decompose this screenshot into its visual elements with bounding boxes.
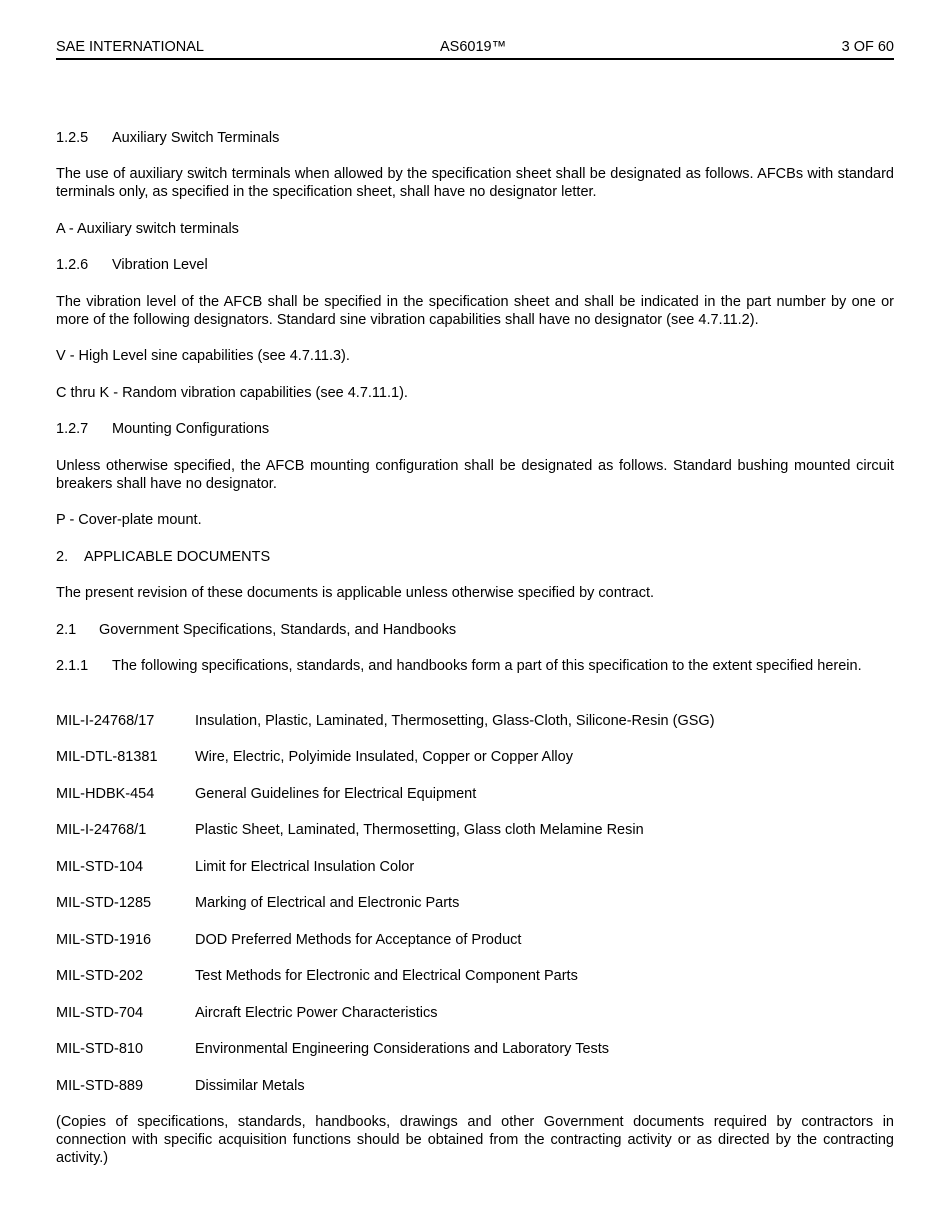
document-id: MIL-STD-202 bbox=[56, 968, 144, 984]
document-id: MIL-STD-1916 bbox=[56, 932, 152, 948]
section-heading-2 bbox=[56, 548, 894, 566]
paragraph-1-2-5: The use of auxiliary switch terminals when allowed by the specification sheet shall be designated as follows. AFCBs with standard terminals only, as specified in the specification sheet, shall have no designator letter. bbox=[56, 166, 894, 200]
section-number: 2. bbox=[56, 549, 69, 565]
document-row bbox=[56, 1004, 894, 1022]
document-title: General Guidelines for Electrical Equipment bbox=[195, 786, 477, 802]
section-title: Mounting Configurations bbox=[112, 421, 270, 437]
document-title: Test Methods for Electronic and Electrical Component Parts bbox=[195, 968, 578, 984]
section-title: Vibration Level bbox=[112, 257, 208, 273]
document-title: Plastic Sheet, Laminated, Thermosetting, Glass cloth Melamine Resin bbox=[195, 822, 644, 838]
page-header bbox=[56, 38, 894, 60]
header-doc-number: AS6019™ bbox=[440, 39, 507, 55]
paragraph-copies-note: (Copies of specifications, standards, handbooks, drawings and other Government documents required by contractors in connection with specific acquisition functions should be obtained from the contracting activity or as directed by the contracting activity.) bbox=[56, 1114, 894, 1166]
section-heading-1-2-6 bbox=[56, 256, 894, 274]
section-number: 2.1 bbox=[56, 622, 77, 638]
document-id: MIL-HDBK-454 bbox=[56, 786, 155, 802]
document-row bbox=[56, 712, 894, 730]
document-row bbox=[56, 1040, 894, 1058]
section-heading-1-2-5 bbox=[56, 129, 894, 147]
document-id: MIL-STD-810 bbox=[56, 1041, 144, 1057]
designator-item-v: V - High Level sine capabilities (see 4.7.11.3). bbox=[56, 348, 350, 364]
document-title: Aircraft Electric Power Characteristics bbox=[195, 1005, 438, 1021]
document-row bbox=[56, 967, 894, 985]
header-page-number: 3 OF 60 bbox=[841, 39, 894, 55]
section-title: APPLICABLE DOCUMENTS bbox=[84, 549, 271, 565]
section-heading-1-2-7 bbox=[56, 420, 894, 438]
header-org: SAE INTERNATIONAL bbox=[56, 39, 204, 55]
document-title: Environmental Engineering Considerations and Laboratory Tests bbox=[195, 1041, 610, 1057]
document-id: MIL-DTL-81381 bbox=[56, 749, 158, 765]
document-row bbox=[56, 785, 894, 803]
designator-item-a: A - Auxiliary switch terminals bbox=[56, 221, 239, 237]
section-heading-2-1 bbox=[56, 621, 894, 639]
designator-item-p: P - Cover-plate mount. bbox=[56, 512, 202, 528]
document-title: Dissimilar Metals bbox=[195, 1078, 305, 1094]
document-row bbox=[56, 748, 894, 766]
document-id: MIL-STD-1285 bbox=[56, 895, 152, 911]
document-id: MIL-STD-704 bbox=[56, 1005, 144, 1021]
section-2-1-1 bbox=[56, 657, 894, 675]
document-row bbox=[56, 894, 894, 912]
document-row bbox=[56, 858, 894, 876]
document-title: Marking of Electrical and Electronic Parts bbox=[195, 895, 460, 911]
document-row bbox=[56, 931, 894, 949]
section-title: Government Specifications, Standards, and Handbooks bbox=[99, 622, 457, 638]
section-number: 2.1.1 bbox=[56, 658, 89, 674]
paragraph-1-2-6: The vibration level of the AFCB shall be specified in the specification sheet and shall be indicated in the part number by one or more of the following designators. Standard sine vibration capabilities shall have no designator (see 4.7.11.2). bbox=[56, 294, 894, 328]
document-id: MIL-I-24768/17 bbox=[56, 713, 155, 729]
document-title: DOD Preferred Methods for Acceptance of Product bbox=[195, 932, 522, 948]
paragraph-2: The present revision of these documents is applicable unless otherwise specified by contract. bbox=[56, 585, 655, 601]
document-row bbox=[56, 1077, 894, 1095]
section-number: 1.2.7 bbox=[56, 421, 89, 437]
document-row bbox=[56, 821, 894, 839]
designator-item-c: C thru K - Random vibration capabilities (see 4.7.11.1). bbox=[56, 385, 408, 401]
document-title: Insulation, Plastic, Laminated, Thermosetting, Glass-Cloth, Silicone-Resin (GSG) bbox=[195, 713, 715, 729]
document-title: Wire, Electric, Polyimide Insulated, Copper or Copper Alloy bbox=[195, 749, 573, 765]
section-number: 1.2.5 bbox=[56, 130, 89, 146]
document-id: MIL-STD-889 bbox=[56, 1078, 144, 1094]
section-number: 1.2.6 bbox=[56, 257, 89, 273]
section-title: Auxiliary Switch Terminals bbox=[112, 130, 280, 146]
document-id: MIL-STD-104 bbox=[56, 859, 144, 875]
document-id: MIL-I-24768/1 bbox=[56, 822, 147, 838]
section-text: The following specifications, standards, and handbooks form a part of this specification to the extent specified herein. bbox=[112, 658, 862, 674]
document-title: Limit for Electrical Insulation Color bbox=[195, 859, 415, 875]
paragraph-1-2-7: Unless otherwise specified, the AFCB mounting configuration shall be designated as follows. Standard bushing mounted circuit breakers shall have no designator. bbox=[56, 458, 894, 492]
